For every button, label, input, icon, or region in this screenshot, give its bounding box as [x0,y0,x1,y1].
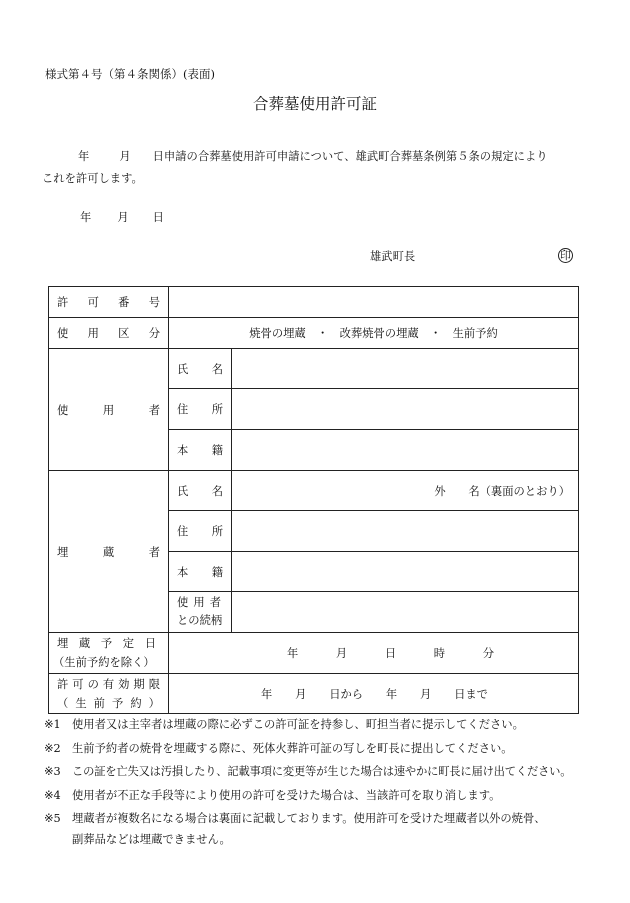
interred-address-field[interactable] [232,511,579,552]
notes-section [44,713,624,851]
body-day-application: 日申請の合葬墓使用許可申請について、雄武町合葬墓条例第５条の規定により [152,150,548,163]
interred-name-label: 氏 名 [169,471,232,511]
user-address-field[interactable] [232,389,579,430]
note-item: ※5 埋蔵者が複数名になる場合は裏面に記載しております。使用許可を受けた埋蔵者以外の焼骨、 [44,812,546,825]
note-item: ※3 この証を亡失又は汚損したり、記載事項に変更等が生じた場合は速やかに町長に届け出てください。 [44,765,572,778]
permit-number-field[interactable] [169,287,579,318]
issue-month: 月 [117,211,129,224]
permit-statement [42,146,582,190]
permit-number-label: 許 可 番 号 [49,287,169,318]
user-domicile-field[interactable] [232,430,579,471]
row-user-name [49,349,579,389]
interred-domicile-field[interactable] [232,552,579,592]
row-validity [49,674,579,714]
mayor-title: 雄武町長 [370,250,416,263]
user-name-label: 氏 名 [169,349,232,389]
body-line2: これを許可します。 [42,172,143,185]
issue-year: 年 [80,211,92,224]
user-name-field[interactable] [232,349,579,389]
validity-field[interactable]: 年 月 日から 年 月 日まで [169,674,579,714]
body-year: 年 [78,150,90,163]
row-planned-date [49,633,579,674]
relation-label: 使 用 者 との続柄 [169,592,232,633]
row-permit-number [49,287,579,318]
usage-category-label: 使 用 区 分 [49,318,169,349]
planned-date-field[interactable]: 年 月 日 時 分 [169,633,579,674]
form-number: 様式第４号（第４条関係）(表面) [45,67,215,81]
validity-label: 許 可 の 有 効 期 限 （ 生 前 予 約 ） [49,674,169,714]
permit-table [48,286,579,714]
note-continuation: 副葬品などは埋蔵できません。 [72,832,231,846]
note-item: ※1 使用者又は主宰者は埋蔵の際に必ずこの許可証を持参し、町担当者に提示してください。 [44,718,524,731]
relation-field[interactable] [232,592,579,633]
interred-label: 埋 蔵 者 [49,471,169,633]
document-title: 合葬墓使用許可証 [252,95,377,113]
note-item: ※4 使用者が不正な手段等により使用の許可を受けた場合は、当該許可を取り消します。 [44,788,501,802]
note-item: ※2 生前予約者の焼骨を埋蔵する際に、死体火葬許可証の写しを町長に提出してください。 [44,741,513,755]
planned-date-label: 埋 蔵 予 定 日 （生前予約を除く） [49,633,169,674]
row-usage-category [49,318,579,349]
issue-date [80,209,164,225]
body-month: 月 [119,150,131,163]
issue-day: 日 [152,211,164,224]
interred-address-label: 住 所 [169,511,232,552]
interred-name-field[interactable]: 外 名（裏面のとおり） [232,471,579,511]
user-domicile-label: 本 籍 [169,430,232,471]
user-address-label: 住 所 [169,389,232,430]
user-label: 使 用 者 [49,349,169,471]
seal-mark: 印 [560,249,571,262]
row-interred-name [49,471,579,511]
usage-category-options[interactable]: 焼骨の埋蔵 ・ 改葬焼骨の埋蔵 ・ 生前予約 [169,318,579,349]
interred-domicile-label: 本 籍 [169,552,232,592]
